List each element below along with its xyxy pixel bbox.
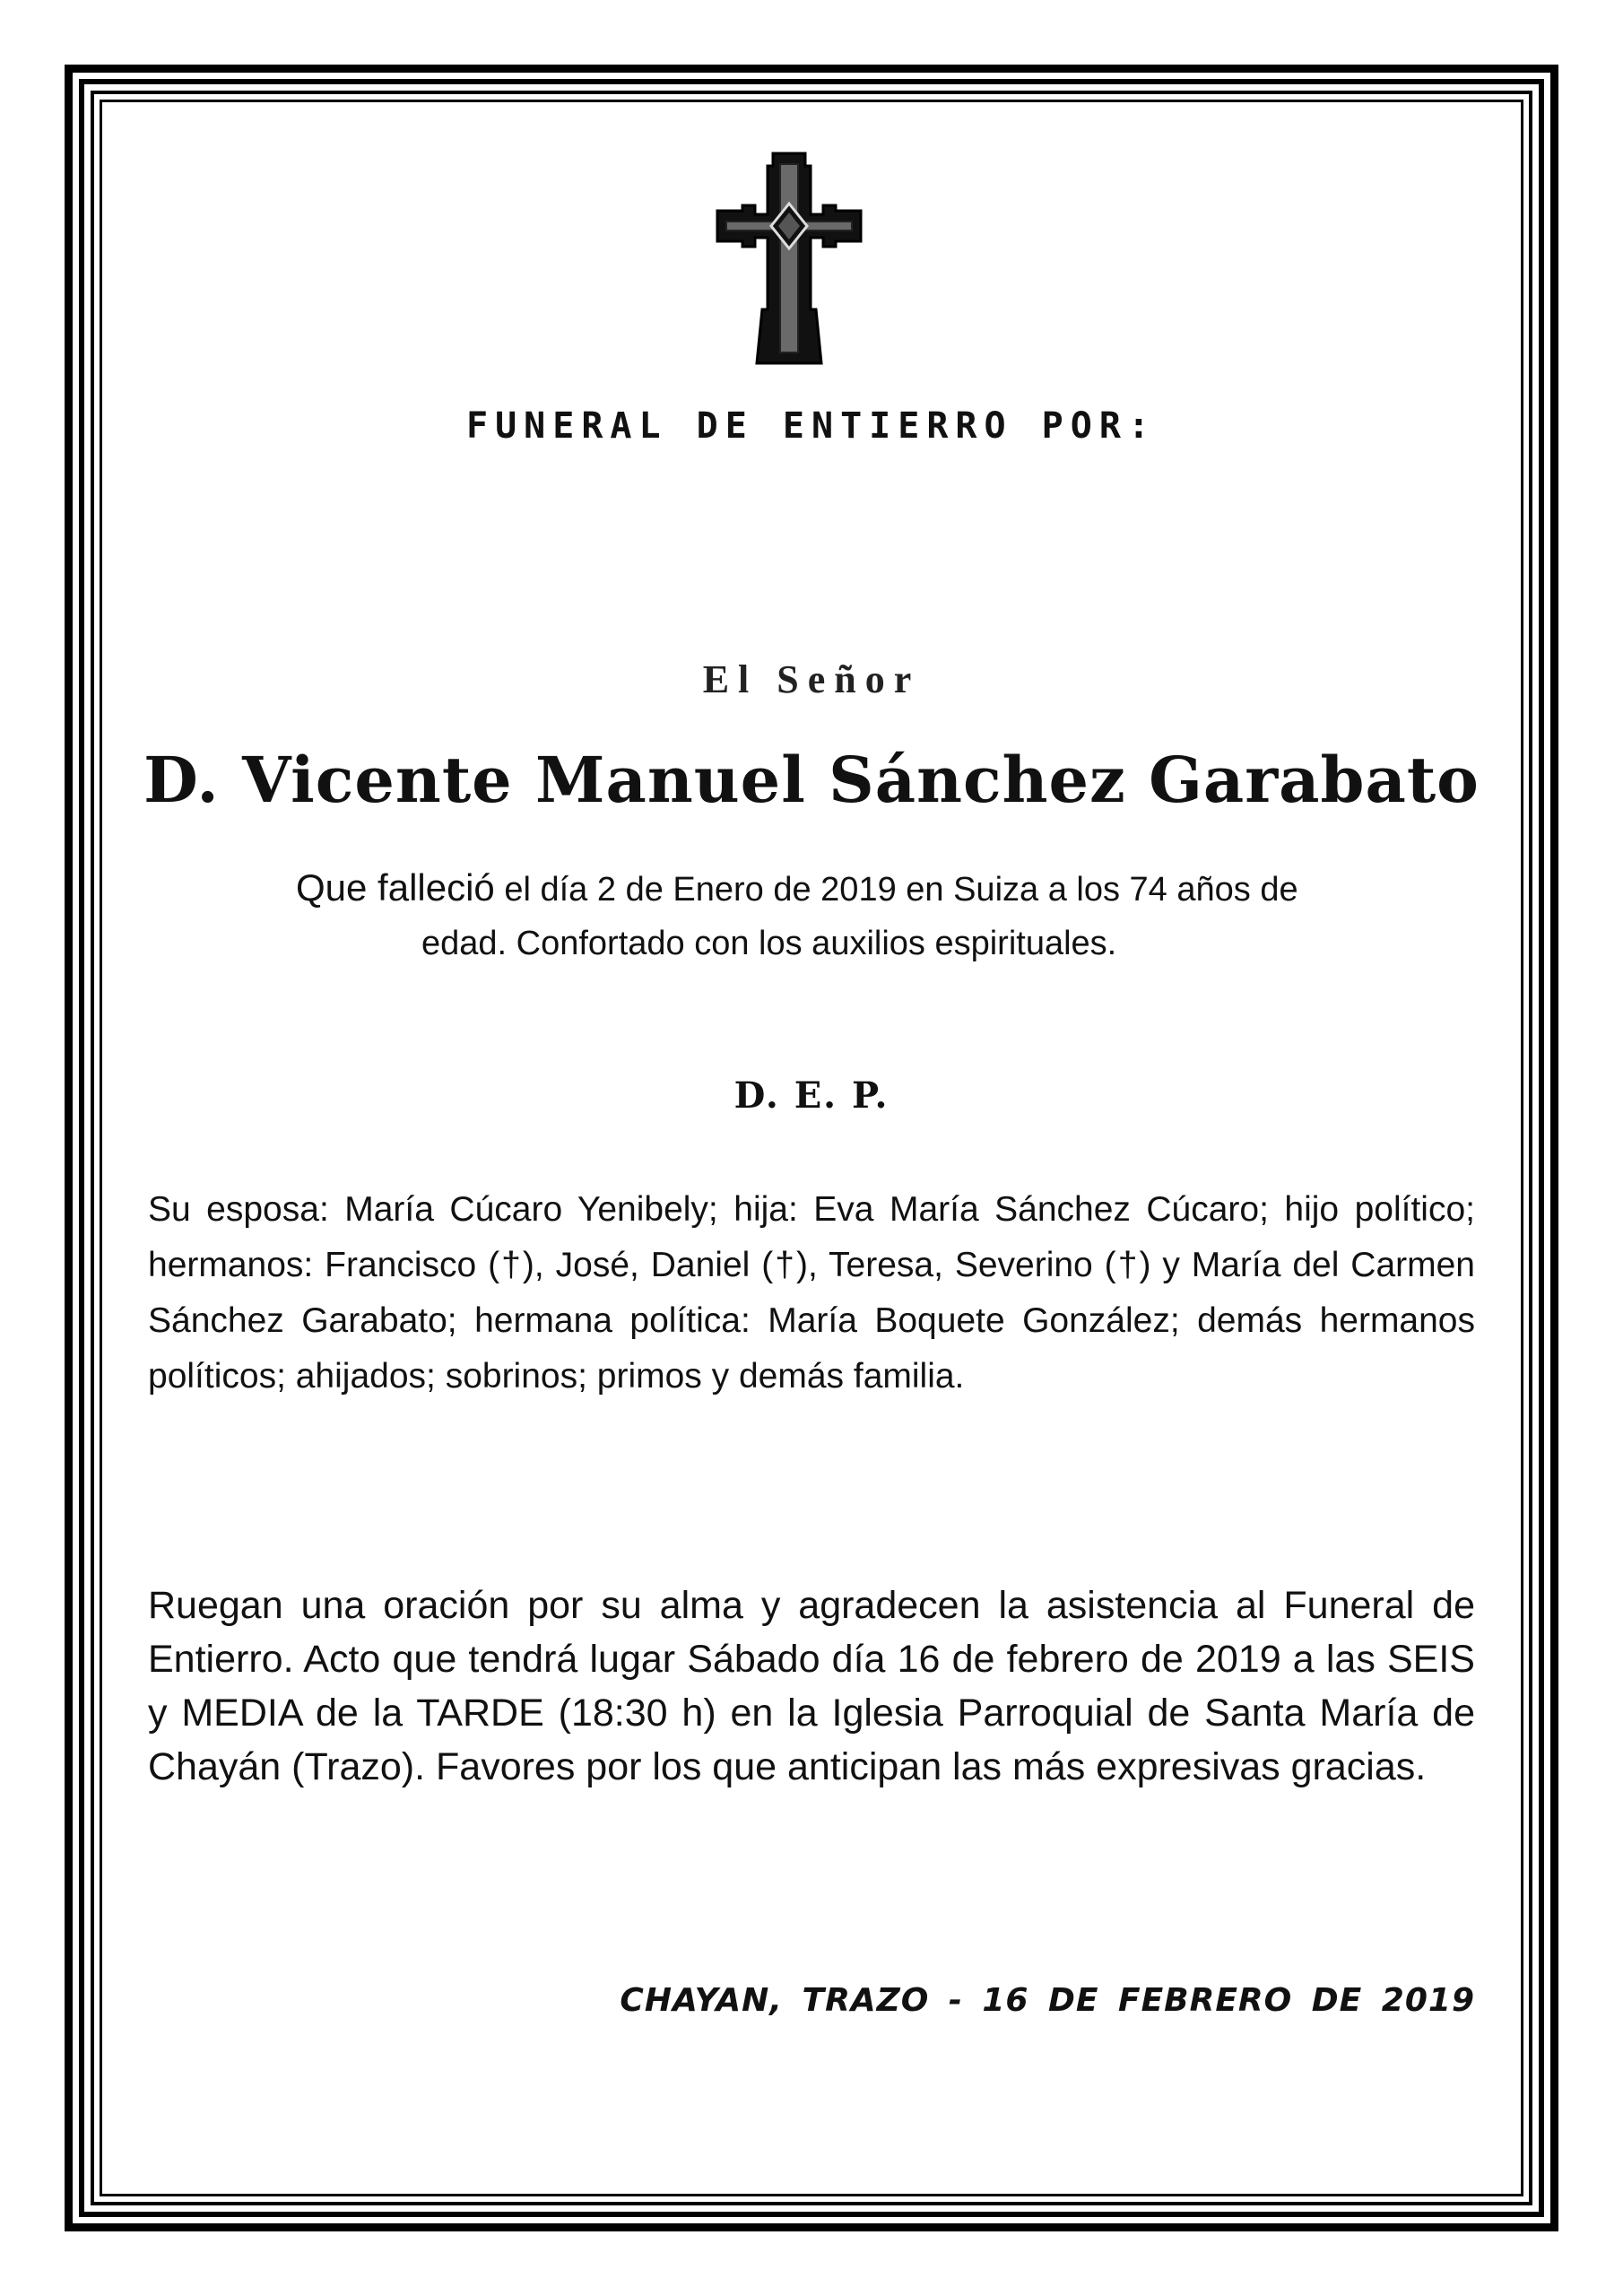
honorific: El Señor [702,657,921,701]
dep-initials: D. E. P. [733,1074,890,1117]
deceased-name: D. Vicente Manuel Sánchez Garabato [143,743,1480,817]
funeral-heading: FUNERAL DE ENTIERRO POR: [466,405,1157,447]
death-info-lead: Que falleció [296,866,495,909]
death-info-line1: el día 2 de Enero de 2019 en Suiza a los 74 años de [494,871,1298,909]
ceremony-paragraph: Ruegan una oración por su alma y agradecen la asistencia al Funeral de Entierro. Acto que tendrá lugar Sábado día 16 de febrero de 2019 a las SEIS y MEDIA de la TARDE (18:30 h) en la Iglesia Parroquial de Santa María de Chayán (Trazo). Favores por los que anticipan las más expresivas gracias. [148,1584,1475,1788]
death-info-line2: edad. Confortado con los auxilios espirituales. [421,925,1117,962]
death-info [296,861,1444,970]
place-date: CHAYAN, TRAZO - 16 DE FEBRERO DE 2019 [620,1982,1475,2019]
cross-icon [708,148,870,370]
family-paragraph: Su esposa: María Cúcaro Yenibely; hija: Eva María Sánchez Cúcaro; hijo político; hermanos: Francisco (†), José, Daniel (†), Teresa, Severino (†) y María del Carmen Sánchez Garabato; hermana política: María Boquete González; demás hermanos políticos; ahijados; sobrinos; primos y demás familia. [148,1190,1475,1396]
